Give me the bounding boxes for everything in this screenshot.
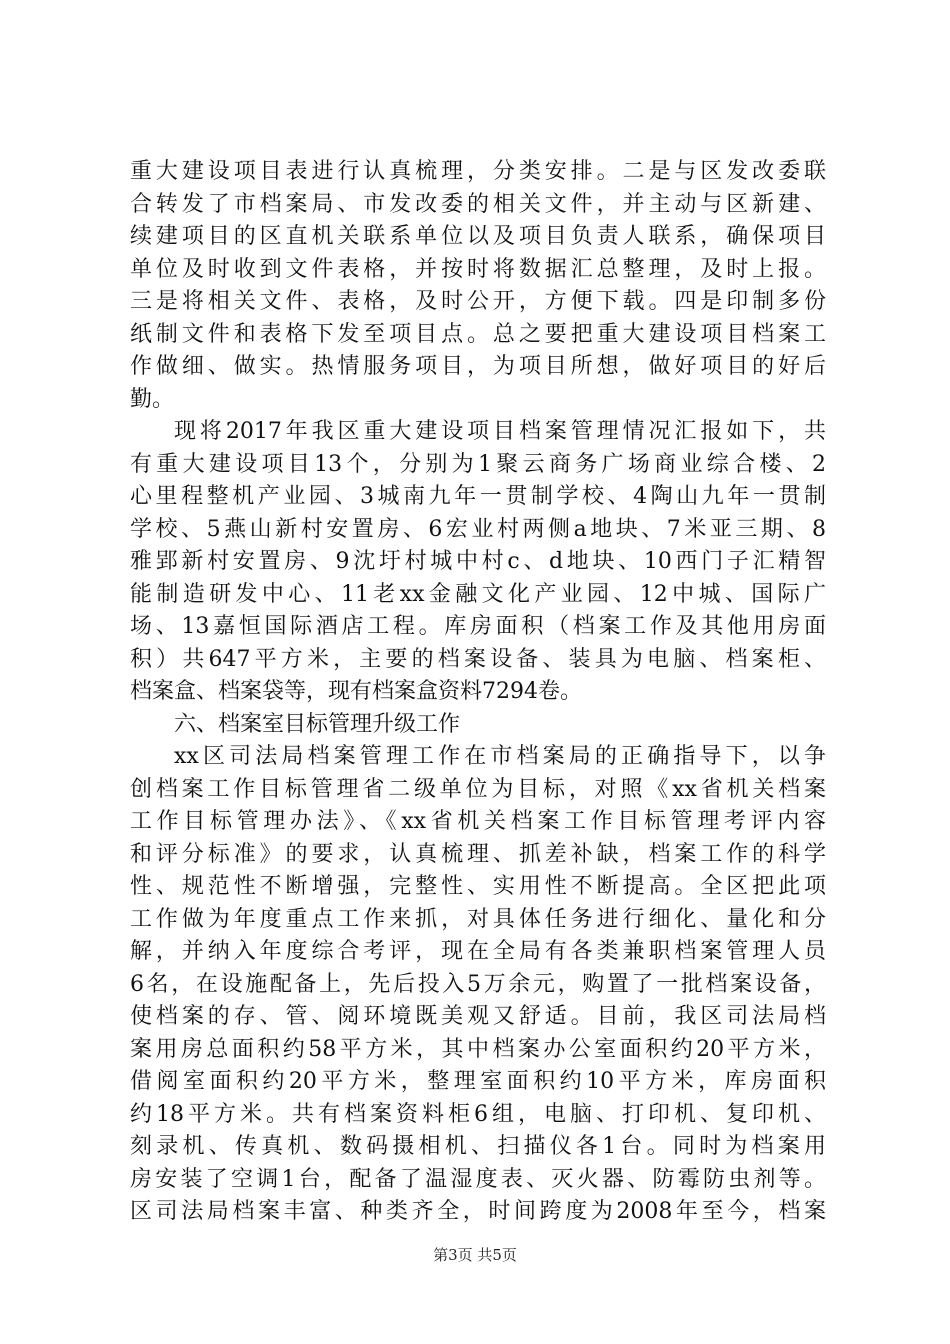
text-line: 勤。 [130, 386, 175, 412]
text-line: 房安装了空调1台，配备了温湿度表、灭火器、防霉防虫剂等。 [130, 1166, 826, 1192]
document-body [130, 156, 826, 1229]
text-line: 档案盒、档案袋等，现有档案盒资料7294卷。 [130, 679, 582, 704]
text-line: 学校、5燕山新村安置房、6宏业村两侧a地块、7米亚三期、8 [130, 516, 826, 542]
text-line: 性、规范性不断增强，完整性、实用性不断提高。全区把此项 [130, 874, 826, 899]
text-line: 场、13嘉恒国际酒店工程。库房面积（档案工作及其他用房面 [130, 614, 826, 639]
text-line: 雅郢新村安置房、9沈圩村城中村c、d地块、10西门子汇精智 [130, 549, 826, 574]
text-line: 现将2017年我区重大建设项目档案管理情况汇报如下，共 [174, 419, 826, 444]
text-line: 借阅室面积约20平方米，整理室面积约10平方米，库房面积 [130, 1069, 826, 1094]
text-line: 有重大建设项目13个，分别为1聚云商务广场商业综合楼、2 [130, 451, 826, 477]
text-line: 单位及时收到文件表格，并按时将数据汇总整理，及时上报。 [130, 256, 826, 282]
text-line: 6名，在设施配备上，先后投入5万余元，购置了一批档案设备， [130, 971, 826, 997]
text-line: 和评分标准》的要求，认真梳理、抓差补缺，档案工作的科学 [130, 841, 826, 867]
text-line: 纸制文件和表格下发至项目点。总之要把重大建设项目档案工 [130, 321, 826, 347]
text-line: 创档案工作目标管理省二级单位为目标，对照《xx省机关档案 [130, 776, 826, 802]
text-line: 区司法局档案丰富、种类齐全，时间跨度为2008年至今，档案 [130, 1199, 826, 1224]
text-line: 刻录机、传真机、数码摄相机、扫描仪各1台。同时为档案用 [130, 1134, 826, 1159]
text-line: 能制造研发中心、11老xx金融文化产业园、12中城、国际广 [130, 581, 826, 607]
text-line: 约18平方米。共有档案资料柜6组，电脑、打印机、复印机、 [130, 1101, 826, 1127]
text-line: 重大建设项目表进行认真梳理，分类安排。二是与区发改委联 [130, 159, 826, 184]
text-line: 工作目标管理办法》、《xx省机关档案工作目标管理考评内容 [130, 809, 826, 834]
text-line: xx区司法局档案管理工作在市档案局的正确指导下，以争 [174, 744, 826, 769]
text-line: 心里程整机产业园、3城南九年一贯制学校、4陶山九年一贯制 [130, 484, 826, 509]
text-line: 积）共647平方米，主要的档案设备、装具为电脑、档案柜、 [130, 646, 826, 672]
text-line: 使档案的存、管、阅环境既美观又舒适。目前，我区司法局档 [130, 1004, 826, 1029]
text-line: 工作做为年度重点工作来抓，对具体任务进行细化、量化和分 [130, 906, 826, 932]
text-line: 作做细、做实。热情服务项目，为项目所想，做好项目的好后 [130, 354, 826, 379]
text-line: 案用房总面积约58平方米，其中档案办公室面积约20平方米， [130, 1036, 826, 1062]
text-line: 合转发了市档案局、市发改委的相关文件，并主动与区新建、 [130, 191, 826, 217]
text-line: 六、档案室目标管理升级工作 [174, 711, 461, 737]
text-line: 三是将相关文件、表格，及时公开，方便下载。四是印制多份 [130, 289, 826, 314]
text-line: 续建项目的区直机关联系单位以及项目负责人联系，确保项目 [130, 224, 826, 249]
page-footer: 第3页 共5页 [433, 1246, 517, 1264]
text-line: 解，并纳入年度综合考评，现在全局有各类兼职档案管理人员 [130, 939, 826, 964]
